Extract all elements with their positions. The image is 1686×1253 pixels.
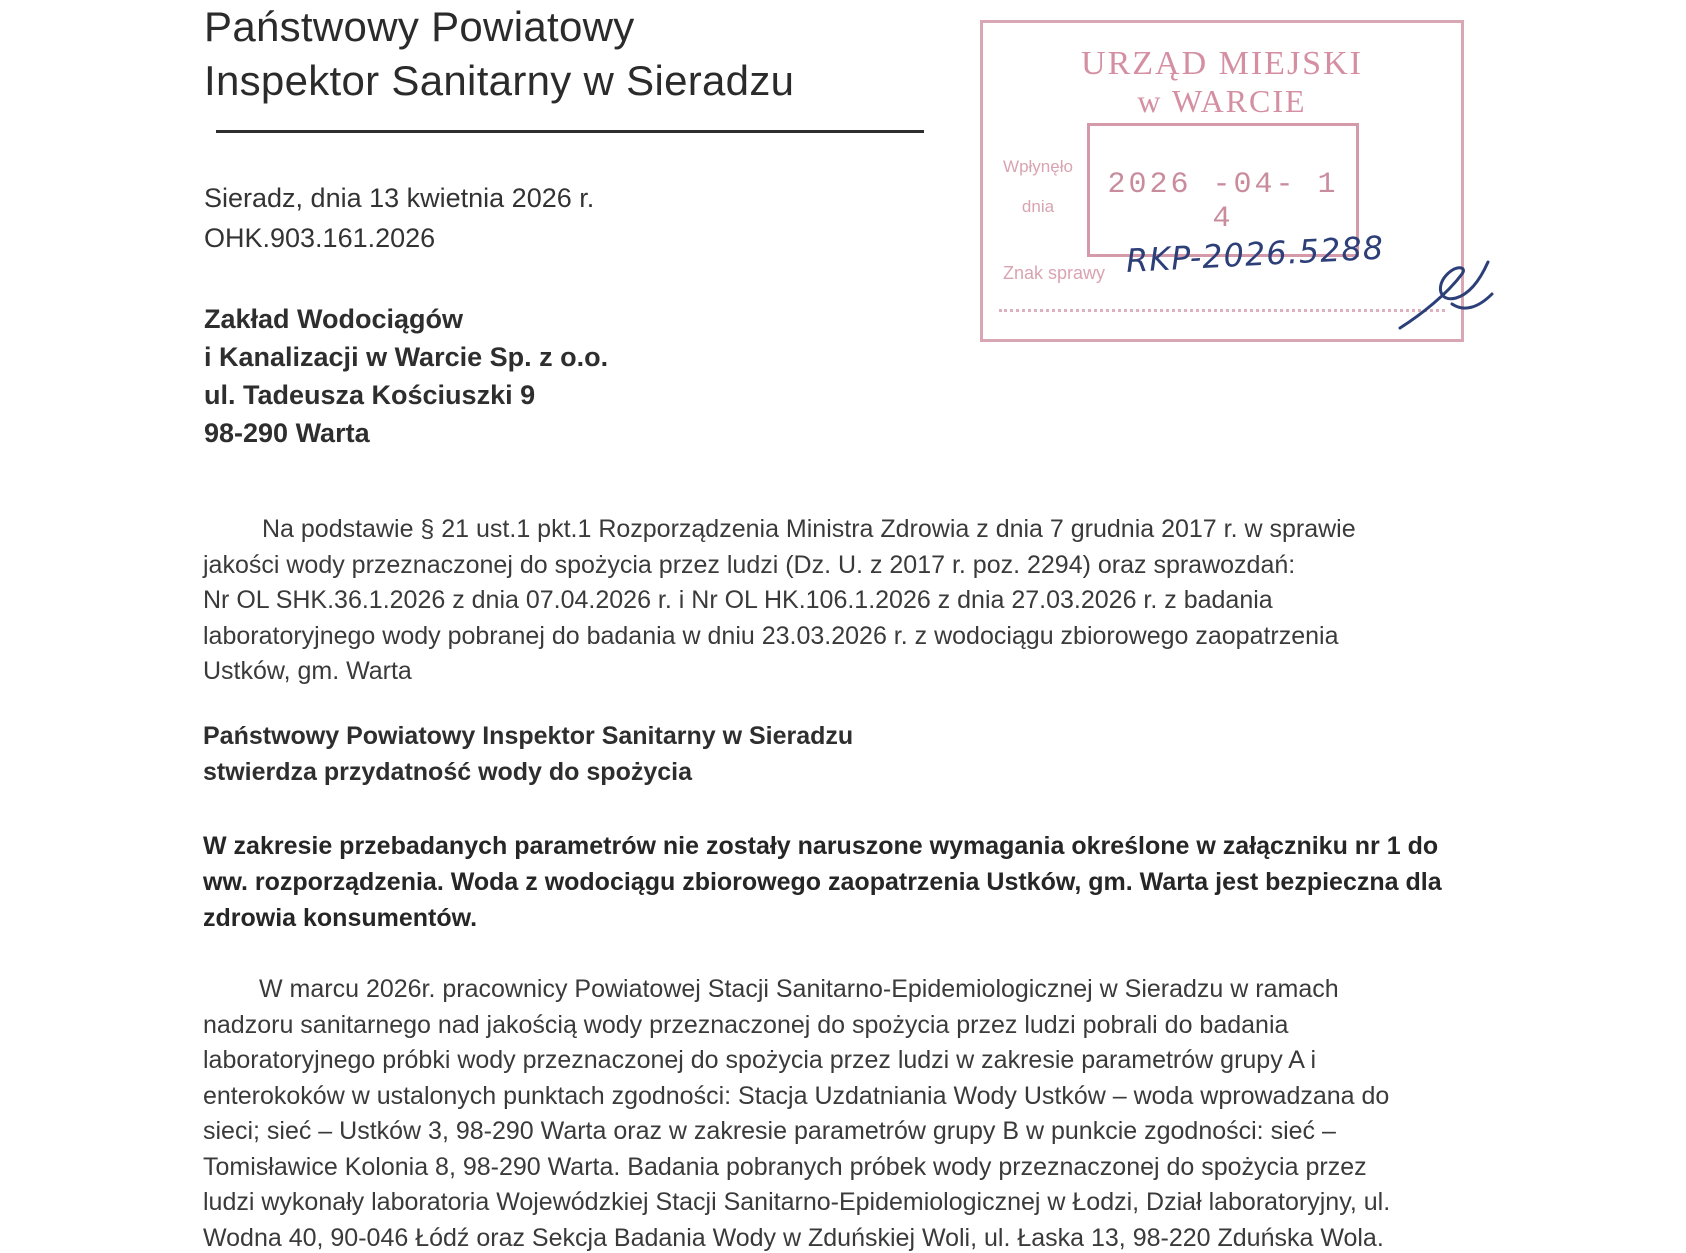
p1-line2: jakości wody przeznaczonej do spożycia przez ludzi (Dz. U. z 2017 r. poz. 2294) oraz sprawozdań: xyxy=(203,550,1296,579)
stamp-subtitle: w WARCIE xyxy=(1137,83,1307,119)
issuer-header xyxy=(204,0,794,108)
stamp-dotted-line xyxy=(999,309,1445,312)
issuer-title-line1: Państwowy Powiatowy xyxy=(204,3,635,50)
legal-basis-paragraph xyxy=(203,512,1563,690)
p1-line1: Na podstawie § 21 ust.1 pkt.1 Rozporządzenia Ministra Zdrowia z dnia 7 grudnia 2017 r. w sprawie xyxy=(262,515,1356,543)
stamp-title: URZĄD MIEJSKI xyxy=(1081,45,1363,82)
p1-line5: Ustków, gm. Warta xyxy=(203,657,412,685)
issuer-title-line2: Inspektor Sanitarny w Sieradzu xyxy=(204,57,795,104)
document-meta xyxy=(204,178,594,258)
decision-line1: Państwowy Powiatowy Inspektor Sanitarny w Sieradzu xyxy=(203,722,854,750)
addressee-line1: Zakład Wodociągów xyxy=(204,304,464,334)
p1-line3: Nr OL SHK.36.1.2026 z dnia 07.04.2026 r. i Nr OL HK.106.1.2026 z dnia 27.03.2026 r. z badania xyxy=(203,586,1273,614)
handwritten-case-number: RKP-2026.5288 xyxy=(1125,228,1385,280)
verdict-line1: W zakresie przebadanych parametrów nie zostały naruszone wymagania określone w załączniku nr 1 do xyxy=(203,832,1439,860)
p2-line2: nadzoru sanitarnego nad jakością wody przeznaczonej do spożycia przez ludzi pobrali do badania xyxy=(203,1010,1289,1039)
p1-line4: laboratoryjnego wody pobranej do badania w dniu 23.03.2026 r. z wodociągu zbiorowego zaopatrzenia xyxy=(203,621,1339,650)
stamp-received-label2: dnia xyxy=(1021,197,1055,216)
p2-line8: Wodna 40, 90-046 Łódź oraz Sekcja Badania Wody w Zduńskiej Woli, ul. Łaska 13, 98-220 Zduńska Wola. xyxy=(203,1223,1384,1252)
header-divider xyxy=(216,130,924,133)
addressee-line4: 98-290 Warta xyxy=(204,418,370,448)
stamp-received-date: 2026 -04- 1 4 xyxy=(1107,168,1339,236)
stamp-case-label: Znak sprawy xyxy=(1003,263,1106,283)
p2-line7: ludzi wykonały laboratoria Wojewódzkiej Stacji Sanitarno-Epidemiologicznej w Łodzi, Dział laboratoryjny, ul. xyxy=(203,1188,1391,1216)
sampling-paragraph xyxy=(203,972,1563,1253)
p2-line6: Tomisławice Kolonia 8, 98-290 Warta. Badania pobranych próbek wody przeznaczonej do spożycia przez xyxy=(203,1152,1367,1181)
verdict-line2: ww. rozporządzenia. Woda z wodociągu zbiorowego zaopatrzenia Ustków, gm. Warta jest bezpieczna dla xyxy=(203,868,1442,896)
p2-line5: sieci; sieć – Ustków 3, 98-290 Warta oraz w zakresie parametrów grupy B w punkcie zgodności: sieć – xyxy=(203,1117,1336,1145)
verdict-line3: zdrowia konsumentów. xyxy=(203,904,478,932)
place-date: Sieradz, dnia 13 kwietnia 2026 r. xyxy=(204,183,595,213)
stamp-received-label1: Wpłynęło xyxy=(1003,157,1073,176)
verdict-paragraph xyxy=(203,828,1583,936)
p2-line1: W marcu 2026r. pracownicy Powiatowej Stacji Sanitarno-Epidemiologicznej w Sieradzu w ramach xyxy=(259,975,1339,1003)
p2-line3: laboratoryjnego próbki wody przeznaczonej do spożycia przez ludzi w zakresie parametrów grupy A i xyxy=(203,1046,1317,1074)
decision-statement xyxy=(203,718,853,790)
addressee-line2: i Kanalizacji w Warcie Sp. z o.o. xyxy=(204,342,609,372)
decision-line2: stwierdza przydatność wody do spożycia xyxy=(203,758,693,786)
stamp-received-label xyxy=(1003,147,1073,227)
p2-line4: enterokoków w ustalonych punktach zgodności: Stacja Uzdatniania Wody Ustków – woda wprowadzana do xyxy=(203,1081,1390,1110)
signature-mark xyxy=(1392,254,1502,334)
reference-number: OHK.903.161.2026 xyxy=(204,223,436,253)
addressee-block xyxy=(204,300,608,452)
addressee-line3: ul. Tadeusza Kościuszki 9 xyxy=(204,380,536,410)
